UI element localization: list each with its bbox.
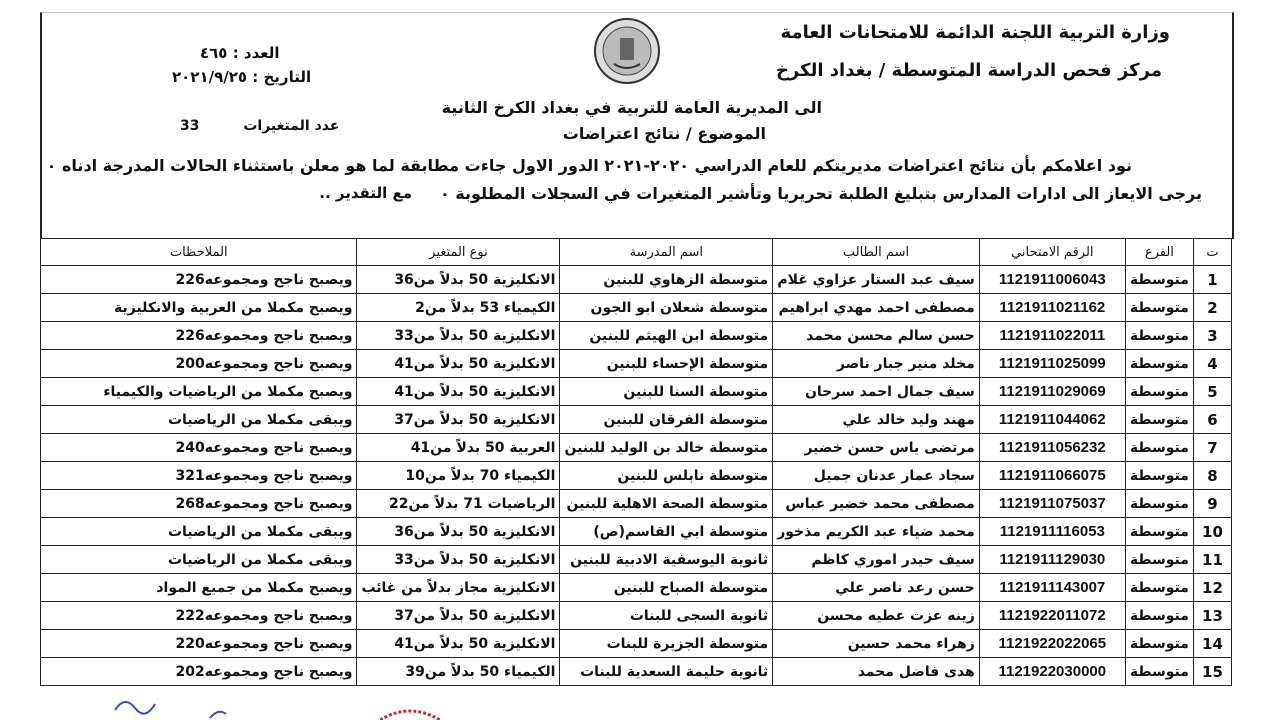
cell-change-type: الكيمياء 50 بدلاً من39	[357, 658, 560, 686]
cell-exam-number: 1121911066075	[979, 462, 1125, 490]
ministry-name: وزارة التربية اللجنة الدائمة للامتحانات العامة	[780, 22, 1170, 43]
cell-notes: ويصبح ناجح ومجموعه321	[41, 462, 357, 490]
cell-notes: ويصبح ناجح ومجموعه226	[41, 322, 357, 350]
col-header-index: ت	[1193, 239, 1231, 266]
cell-row-index: 15	[1193, 658, 1231, 686]
cell-change-type: الكيمياء 53 بدلاً من2	[357, 294, 560, 322]
letter-date: التاريخ : ٢٠٢١/٩/٢٥	[172, 68, 312, 86]
cell-student-name: سجاد عمار عدنان جميل	[773, 462, 980, 490]
cell-school-name: متوسطة الإحساء للبنين	[560, 350, 773, 378]
cell-school-name: ثانوية اليوسفية الادبية للبنين	[560, 546, 773, 574]
cell-change-type: الانكليزية مجاز بدلاً من غائب	[357, 574, 560, 602]
cell-notes: ويصبح ناجح ومجموعه268	[41, 490, 357, 518]
cell-exam-number: 1121911056232	[979, 434, 1125, 462]
cell-student-name: حسن سالم محسن محمد	[773, 322, 980, 350]
cell-branch: متوسطة	[1125, 266, 1193, 294]
cell-school-name: متوسطة الصحة الاهلية للبنين	[560, 490, 773, 518]
cell-change-type: الانكليزية 50 بدلاً من33	[357, 322, 560, 350]
cell-student-name: سيف حيدر اموري كاظم	[773, 546, 980, 574]
changes-count-label: عدد المتغيرات	[243, 118, 340, 134]
table-row	[41, 574, 1232, 602]
table-row	[41, 406, 1232, 434]
cell-change-type: الرياضيات 71 بدلاً من22	[357, 490, 560, 518]
cell-school-name: متوسطة شعلان ابو الجون	[560, 294, 773, 322]
table-body	[41, 266, 1232, 686]
cell-change-type: الانكليزية 50 بدلاً من36	[357, 518, 560, 546]
cell-branch: متوسطة	[1125, 490, 1193, 518]
closing: مع التقدير ..	[319, 184, 412, 202]
cell-school-name: متوسطة الزهاوي للبنين	[560, 266, 773, 294]
cell-branch: متوسطة	[1125, 294, 1193, 322]
handwritten-mark-icon	[110, 690, 230, 720]
cell-exam-number: 1121922030000	[979, 658, 1125, 686]
paragraph-2: يرجى الايعاز الى ادارات المدارس بتبليغ الطلبة تحريريا وتأشير المتغيرات في السجلات المطلوبة ٠	[439, 184, 1202, 203]
table-row	[41, 350, 1232, 378]
cell-notes: ويصبح ناجح ومجموعه240	[41, 434, 357, 462]
cell-branch: متوسطة	[1125, 630, 1193, 658]
cell-notes: ويبقى مكملا من الرياضيات	[41, 546, 357, 574]
cell-notes: ويصبح ناجح ومجموعه220	[41, 630, 357, 658]
cell-school-name: ثانوية السجى للبنات	[560, 602, 773, 630]
cell-row-index: 9	[1193, 490, 1231, 518]
cell-school-name: متوسطة الجزيرة للبنات	[560, 630, 773, 658]
table-row	[41, 630, 1232, 658]
cell-exam-number: 1121911022011	[979, 322, 1125, 350]
cell-exam-number: 1121911143007	[979, 574, 1125, 602]
table-row	[41, 378, 1232, 406]
table-row	[41, 602, 1232, 630]
cell-notes: ويبقى مكملا من الرياضيات	[41, 406, 357, 434]
cell-branch: متوسطة	[1125, 546, 1193, 574]
cell-notes: ويصبح ناجح ومجموعه202	[41, 658, 357, 686]
cell-change-type: الانكليزية 50 بدلاً من41	[357, 350, 560, 378]
cell-student-name: مرتضى ياس حسن خضير	[773, 434, 980, 462]
cell-notes: ويصبح ناجح ومجموعه222	[41, 602, 357, 630]
subject: الموضوع / نتائج اعتراضات	[562, 124, 766, 143]
cell-exam-number: 1121922011072	[979, 602, 1125, 630]
cell-exam-number: 1121911025099	[979, 350, 1125, 378]
cell-school-name: ثانوية حليمة السعدية للبنات	[560, 658, 773, 686]
cell-student-name: محمد ضياء عبد الكريم مذخور	[773, 518, 980, 546]
stamp-edge-icon	[380, 706, 440, 720]
cell-change-type: الانكليزية 50 بدلاً من33	[357, 546, 560, 574]
cell-student-name: زينه عزت عطيه محسن	[773, 602, 980, 630]
cell-change-type: العربية 50 بدلاً من41	[357, 434, 560, 462]
cell-exam-number: 1121911044062	[979, 406, 1125, 434]
col-header-student-name: اسم الطالب	[773, 239, 980, 266]
cell-school-name: متوسطة نابلس للبنين	[560, 462, 773, 490]
cell-branch: متوسطة	[1125, 574, 1193, 602]
cell-branch: متوسطة	[1125, 434, 1193, 462]
col-header-change-type: نوع المتغير	[357, 239, 560, 266]
cell-branch: متوسطة	[1125, 322, 1193, 350]
cell-school-name: متوسطة الصباح للبنين	[560, 574, 773, 602]
exam-center-name: مركز فحص الدراسة المتوسطة / بغداد الكرخ	[775, 60, 1162, 81]
cell-change-type: الانكليزية 50 بدلاً من37	[357, 602, 560, 630]
table-row	[41, 266, 1232, 294]
col-header-exam-number: الرقم الامتحاني	[979, 239, 1125, 266]
cell-change-type: الانكليزية 50 بدلاً من37	[357, 406, 560, 434]
cell-row-index: 8	[1193, 462, 1231, 490]
table-row	[41, 658, 1232, 686]
col-header-branch: الفرع	[1125, 239, 1193, 266]
cell-row-index: 6	[1193, 406, 1231, 434]
cell-student-name: حسن رعد ناصر علي	[773, 574, 980, 602]
cell-school-name: متوسطة ابي القاسم(ص)	[560, 518, 773, 546]
table-row	[41, 322, 1232, 350]
cell-branch: متوسطة	[1125, 462, 1193, 490]
cell-branch: متوسطة	[1125, 406, 1193, 434]
cell-row-index: 3	[1193, 322, 1231, 350]
cell-notes: ويصبح ناجح ومجموعه200	[41, 350, 357, 378]
cell-branch: متوسطة	[1125, 602, 1193, 630]
ministry-seal-icon	[592, 16, 662, 86]
cell-row-index: 12	[1193, 574, 1231, 602]
cell-exam-number: 1121911129030	[979, 546, 1125, 574]
cell-student-name: مصطفى احمد مهدي ابراهيم	[773, 294, 980, 322]
cell-exam-number: 1121911006043	[979, 266, 1125, 294]
cell-school-name: متوسطة الفرقان للبنين	[560, 406, 773, 434]
table-row	[41, 490, 1232, 518]
cell-student-name: سيف جمال احمد سرحان	[773, 378, 980, 406]
cell-school-name: متوسطة السنا للبنين	[560, 378, 773, 406]
cell-change-type: الانكليزية 50 بدلاً من36	[357, 266, 560, 294]
table-row	[41, 546, 1232, 574]
col-header-school-name: اسم المدرسة	[560, 239, 773, 266]
changes-count-value: 33	[180, 118, 200, 134]
cell-student-name: هدى فاضل محمد	[773, 658, 980, 686]
cell-row-index: 5	[1193, 378, 1231, 406]
cell-branch: متوسطة	[1125, 350, 1193, 378]
paragraph-1: نود اعلامكم بأن نتائج اعتراضات مديريتكم للعام الدراسي ٢٠٢٠-٢٠٢١ الدور الاول جاءت مطابقة لما هو معلن باستثناء الحالات المدرجة ادناه ٠	[46, 156, 1132, 175]
col-header-notes: الملاحظات	[41, 239, 357, 266]
cell-branch: متوسطة	[1125, 378, 1193, 406]
cell-student-name: مصطفى محمد خضير عباس	[773, 490, 980, 518]
cell-row-index: 14	[1193, 630, 1231, 658]
cell-notes: ويصبح مكملا من جميع المواد	[41, 574, 357, 602]
table-header-row	[41, 239, 1232, 266]
cell-change-type: الكيمياء 70 بدلاً من10	[357, 462, 560, 490]
addressee: الى المديرية العامة للتربية في بغداد الكرخ الثانية	[441, 98, 822, 117]
cell-row-index: 10	[1193, 518, 1231, 546]
cell-student-name: سيف عبد الستار عزاوي غلام	[773, 266, 980, 294]
changes-count	[180, 118, 339, 134]
cell-row-index: 7	[1193, 434, 1231, 462]
cell-notes: ويصبح مكملا من الرياضيات والكيمياء	[41, 378, 357, 406]
cell-school-name: متوسطة خالد بن الوليد للبنين	[560, 434, 773, 462]
cell-exam-number: 1121911075037	[979, 490, 1125, 518]
cell-change-type: الانكليزية 50 بدلاً من41	[357, 630, 560, 658]
cell-change-type: الانكليزية 50 بدلاً من41	[357, 378, 560, 406]
cell-exam-number: 1121911029069	[979, 378, 1125, 406]
cell-notes: ويصبح مكملا من العربية والانكليزية	[41, 294, 357, 322]
cell-row-index: 4	[1193, 350, 1231, 378]
cell-row-index: 2	[1193, 294, 1231, 322]
table-row	[41, 294, 1232, 322]
letter-number: العدد : ٤٦٥	[200, 44, 280, 62]
table-row	[41, 462, 1232, 490]
cell-notes: ويبقى مكملا من الرياضيات	[41, 518, 357, 546]
results-table	[40, 238, 1232, 686]
cell-branch: متوسطة	[1125, 518, 1193, 546]
cell-row-index: 11	[1193, 546, 1231, 574]
cell-notes: ويصبح ناجح ومجموعه226	[41, 266, 357, 294]
cell-student-name: زهراء محمد حسين	[773, 630, 980, 658]
cell-row-index: 1	[1193, 266, 1231, 294]
cell-exam-number: 1121911021162	[979, 294, 1125, 322]
cell-row-index: 13	[1193, 602, 1231, 630]
cell-student-name: مخلد منير جبار ناصر	[773, 350, 980, 378]
cell-school-name: متوسطة ابن الهيثم للبنين	[560, 322, 773, 350]
cell-exam-number: 1121922022065	[979, 630, 1125, 658]
cell-student-name: مهند وليد خالد علي	[773, 406, 980, 434]
cell-exam-number: 1121911116053	[979, 518, 1125, 546]
cell-branch: متوسطة	[1125, 658, 1193, 686]
table-row	[41, 434, 1232, 462]
table-row	[41, 518, 1232, 546]
